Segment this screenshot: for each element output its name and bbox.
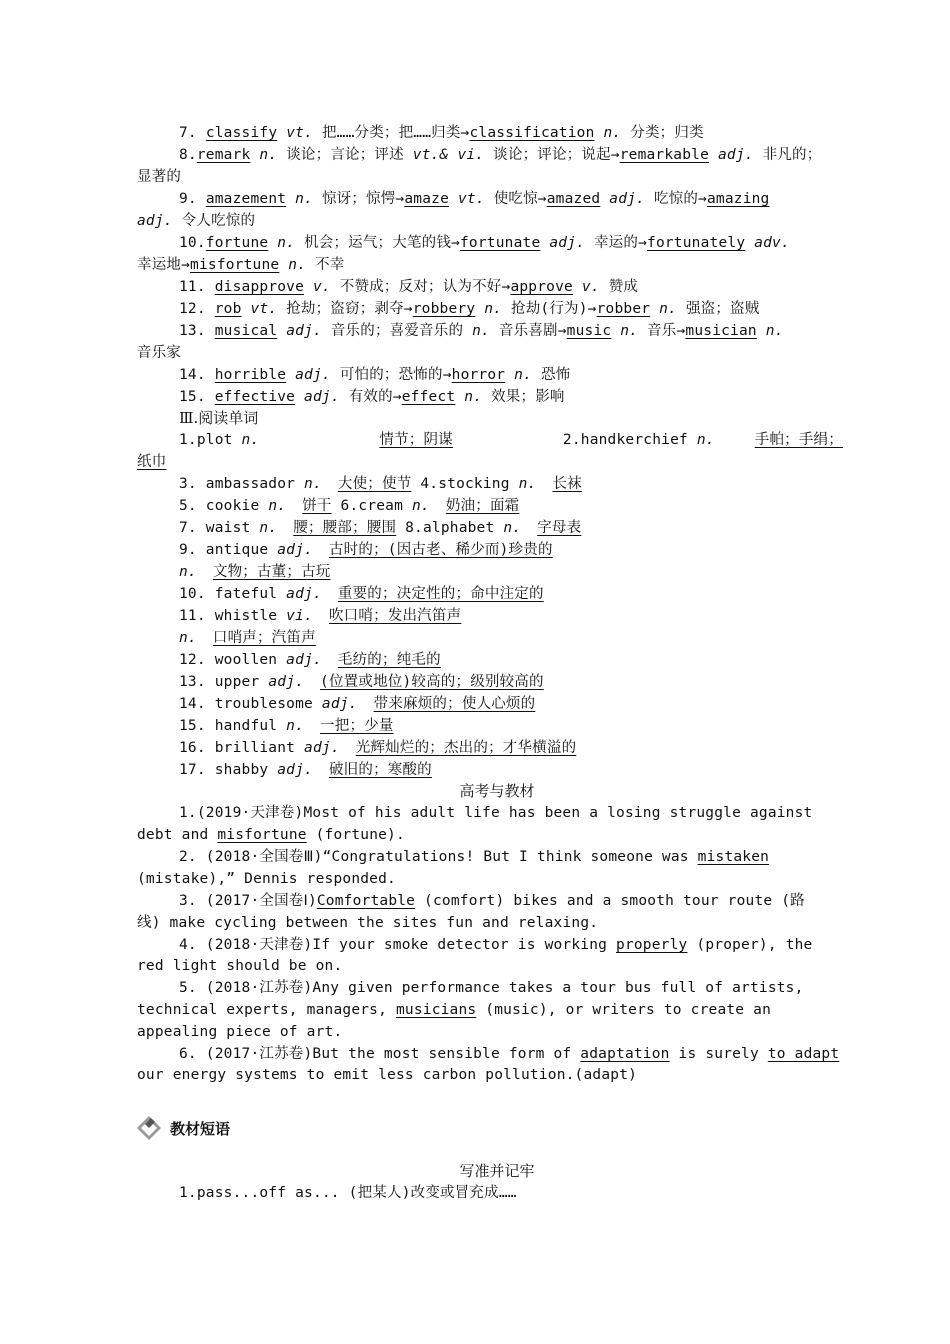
reading-row-14: 14. troublesome adj. 带来麻烦的；使人心烦的: [179, 696, 536, 712]
gaokao-4-line2: red light should be on.: [137, 958, 343, 974]
gaokao-5-line1: 5. (2018·江苏卷)Any given performance takes a tour bus full of artists,: [179, 980, 804, 996]
reading-row-7: 7. waist n. 腰；腰部；腰围 8.alphabet n. 字母表: [179, 520, 582, 536]
reading-row-1-cont: 纸巾: [137, 454, 167, 470]
diamond-section-icon: [136, 1115, 162, 1141]
gaokao-3-line1: 3. (2017·全国卷Ⅰ)Comfortable (comfort) bikes and a smooth tour route (路: [179, 893, 805, 909]
section-heading-label: 教材短语: [170, 1119, 231, 1138]
phrase-heading: 写准并记牢: [459, 1162, 535, 1180]
reading-row-5: 5. cookie n. 饼干 6.cream n. 奶油；面霜: [179, 498, 520, 514]
reading-row-1: 1.plot n. 情节；阴谋 2.handkerchief n. 手帕；手绢；: [179, 432, 843, 448]
word-entry-8: 8.remark n. 谈论；言论；评述 vt.& vi. 谈论；评论；说起→remarkable adj. 非凡的；: [179, 147, 822, 163]
gaokao-1-line1: 1.(2019·天津卷)Most of his adult life has been a losing struggle against: [179, 805, 813, 821]
word-entry-7: 7. classify vt. 把……分类；把……归类→classification n. 分类；归类: [179, 125, 704, 141]
reading-row-11: 11. whistle vi. 吹口哨；发出汽笛声: [179, 608, 462, 624]
word-entry-8-cont: 显著的: [137, 169, 182, 185]
word-entry-13-cont: 音乐家: [137, 345, 182, 361]
gaokao-heading: 高考与教材: [459, 782, 535, 800]
reading-row-9-noun: n. 文物；古董；古玩: [179, 564, 331, 580]
gaokao-5-line2: technical experts, managers, musicians (music), or writers to create an: [137, 1002, 772, 1018]
gaokao-3-line2: 线) make cycling between the sites fun and relaxing.: [137, 915, 599, 931]
reading-row-16: 16. brilliant adj. 光辉灿烂的；杰出的；才华横溢的: [179, 740, 577, 756]
reading-row-11-noun: n. 口哨声；汽笛声: [179, 630, 316, 646]
reading-row-17: 17. shabby adj. 破旧的；寒酸的: [179, 762, 432, 778]
reading-row-12: 12. woollen adj. 毛纺的；纯毛的: [179, 652, 441, 668]
reading-row-10: 10. fateful adj. 重要的；决定性的；命中注定的: [179, 586, 544, 602]
word-entry-15: 15. effective adj. 有效的→effect n. 效果；影响: [179, 389, 565, 405]
gaokao-4-line1: 4. (2018·天津卷)If your smoke detector is working properly (proper), the: [179, 937, 813, 953]
word-entry-9-cont: adj. 令人吃惊的: [137, 213, 256, 229]
gaokao-5-line3: appealing piece of art.: [137, 1024, 343, 1040]
reading-row-13: 13. upper adj. (位置或地位)较高的；级别较高的: [179, 674, 544, 690]
reading-row-9: 9. antique adj. 古时的；(因古老、稀少而)珍贵的: [179, 542, 553, 558]
word-entry-13: 13. musical adj. 音乐的；喜爱音乐的 n. 音乐喜剧→music n. 音乐→musician n.: [179, 323, 784, 339]
word-entry-14: 14. horrible adj. 可怕的；恐怖的→horror n. 恐怖: [179, 367, 571, 383]
word-entry-11: 11. disapprove v. 不赞成；反对；认为不好→approve v. 赞成: [179, 279, 639, 295]
word-entry-12: 12. rob vt. 抢劫；盗窃；剥夺→robbery n. 抢劫(行为)→robber n. 强盗；盗贼: [179, 301, 760, 317]
gaokao-2-line2: (mistake),” Dennis responded.: [137, 871, 396, 887]
reading-section-heading: Ⅲ.阅读单词: [179, 409, 259, 427]
phrase-entry-1: 1.pass...off as... (把某人)改变或冒充成……: [179, 1185, 517, 1201]
gaokao-1-line2: debt and misfortune (fortune).: [137, 827, 405, 843]
section-heading-phrases: [136, 1114, 230, 1142]
reading-row-15: 15. handful n. 一把；少量: [179, 718, 394, 734]
gaokao-6-line2: our energy systems to emit less carbon pollution.(adapt): [137, 1067, 638, 1083]
word-entry-9: 9. amazement n. 惊讶；惊愕→amaze vt. 使吃惊→amazed adj. 吃惊的→amazing: [179, 191, 770, 207]
word-entry-10-cont: 幸运地→misfortune n. 不幸: [137, 257, 345, 273]
gaokao-2-line1: 2. (2018·全国卷Ⅲ)“Congratulations! But I think someone was mistaken: [179, 849, 770, 865]
word-entry-10: 10.fortune n. 机会；运气；大笔的钱→fortunate adj. 幸运的→fortunately adv.: [179, 235, 790, 251]
reading-row-3: 3. ambassador n. 大使；使节 4.stocking n. 长袜: [179, 476, 582, 492]
gaokao-6-line1: 6. (2017·江苏卷)But the most sensible form of adaptation is surely to adapt: [179, 1046, 840, 1062]
